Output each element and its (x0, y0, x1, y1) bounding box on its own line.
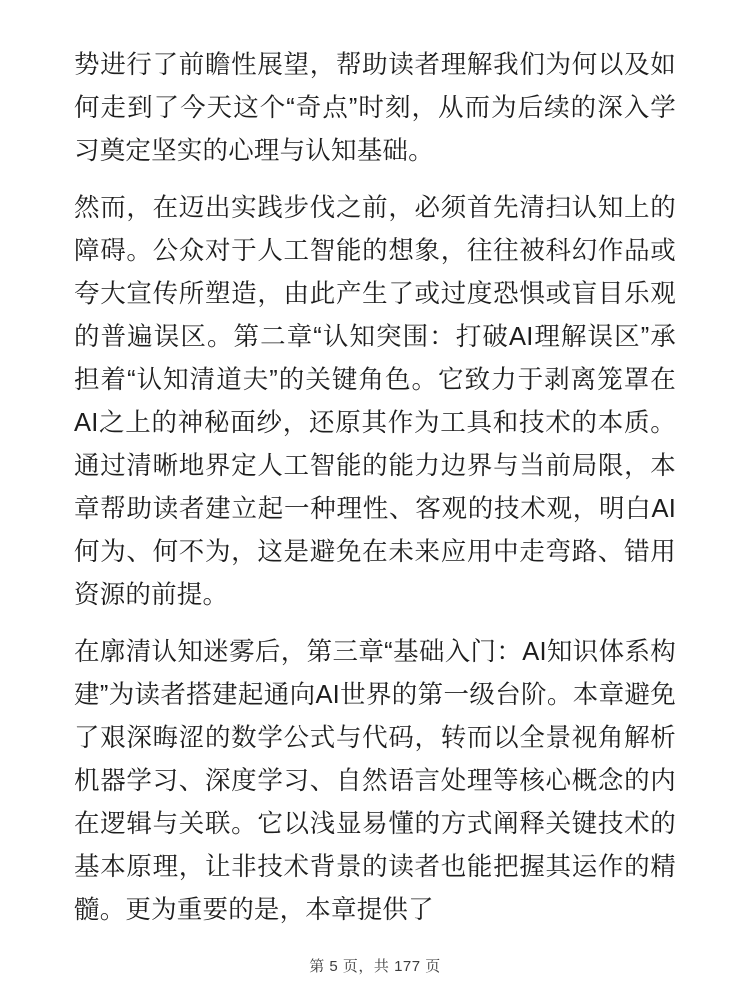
page-footer: 第 5 页，共 177 页 (309, 958, 441, 975)
paragraph-2: 然而，在迈出实践步伐之前，必须首先清扫认知上的障碍。公众对于人工智能的想象，往往被科幻作品或夸大宣传所塑造，由此产生了或过度恐惧或盲目乐观的普遍误区。第二章“认知突围：打破AI理解误区”承担着“认知清道夫”的关键角色。它致力于剥离笼罩在AI之上的神秘面纱，还原其作为工具和技术的本质。通过清晰地界定人工智能的能力边界与当前局限，本章帮助读者建立起一种理性、客观的技术观，明白AI何为、何不为，这是避免在未来应用中走弯路、错用资源的前提。 (74, 194, 676, 609)
paragraph-3: 在廓清认知迷雾后，第三章“基础入门：AI知识体系构建”为读者搭建起通向AI世界的第一级台阶。本章避免了艰深晦涩的数学公式与代码，转而以全景视角解析机器学习、深度学习、自然语言处理等核心概念的内在逻辑与关联。它以浅显易懂的方式阐释关键技术的基本原理，让非技术背景的读者也能把握其运作的精髓。更为重要的是，本章提供了 (74, 638, 676, 924)
paragraph-1: 势进行了前瞻性展望，帮助读者理解我们为何以及如何走到了今天这个“奇点”时刻，从而为后续的深入学习奠定坚实的心理与认知基础。 (74, 51, 676, 165)
